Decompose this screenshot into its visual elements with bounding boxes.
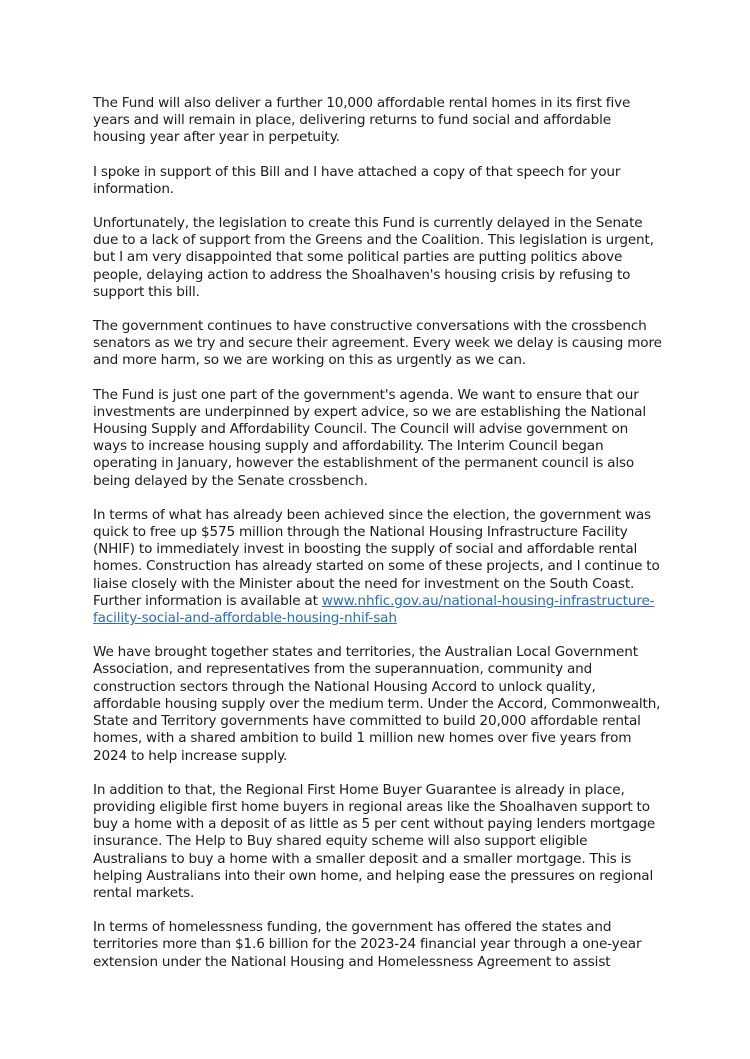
paragraph-fund-homes: The Fund will also deliver a further 10,000 affordable rental homes in its first five years and will remain in place, delivering returns to fund social and affordable housing year after year in perpetuity. — [93, 95, 631, 146]
nhif-link[interactable]: www.nhfic.gov.au/national-housing-infrastructure-facility-social-and-affordable-housing-nhif-sah — [93, 592, 655, 627]
paragraph-bill-speech: I spoke in support of this Bill and I have attached a copy of that speech for your information. — [93, 163, 621, 197]
paragraph-nhif-text: In terms of what has already been achieved since the election, the government was quick to free up $575 million through the National Housing Infrastructure Facility (NHIF) to immediately invest in boosting the supply of social and affordable rental homes. Construction has already started on some of these projects, and I continue to liaise closely with the Minister about the need for investment on the South Coast. Further information is available at — [93, 506, 660, 609]
paragraph-nhif — [93, 507, 662, 627]
paragraph-home-buyer: In addition to that, the Regional First Home Buyer Guarantee is already in place, providing eligible first home buyers in regional areas like the Shoalhaven support to buy a home with a deposit of as little as 5 per cent without paying lenders mortgage insurance. The Help to Buy shared equity scheme will also support eligible Australians to buy a home with a smaller deposit and a smaller mortgage. This is helping Australians into their own home, and helping ease the pressures on regional rental markets. — [93, 781, 656, 901]
paragraph-crossbench: The government continues to have constructive conversations with the crossbench senators as we try and secure their agreement. Every week we delay is causing more and more harm, so we are working on this as urgently as we can. — [93, 318, 662, 369]
paragraph-council: The Fund is just one part of the government's agenda. We want to ensure that our investments are underpinned by expert advice, so we are establishing the National Housing Supply and Affordability Council. The Council will advise government on ways to increase housing supply and affordability. The Interim Council began operating in January, however the establishment of the permanent council is also being delayed by the Senate crossbench. — [93, 386, 646, 489]
paragraph-housing-accord: We have brought together states and territories, the Australian Local Government Association, and representatives from the superannuation, community and construction sectors through the National Housing Accord to unlock quality, affordable housing supply over the medium term. Under the Accord, Commonwealth, State and Territory governments have committed to build 20,000 affordable rental homes, with a shared ambition to build 1 million new homes over five years from 2024 to help increase supply. — [93, 644, 661, 764]
paragraph-senate-delay: Unfortunately, the legislation to create this Fund is currently delayed in the Senate due to a lack of support from the Greens and the Coalition. This legislation is urgent, but I am very disappointed that some political parties are putting politics above people, delaying action to address the Shoalhaven's housing crisis by refusing to support this bill. — [93, 215, 654, 300]
paragraph-homelessness: In terms of homelessness funding, the government has offered the states and territories more than $1.6 billion for the 2023-24 financial year through a one-year extension under the National Housing and Homelessness Agreement to assist — [93, 919, 642, 970]
